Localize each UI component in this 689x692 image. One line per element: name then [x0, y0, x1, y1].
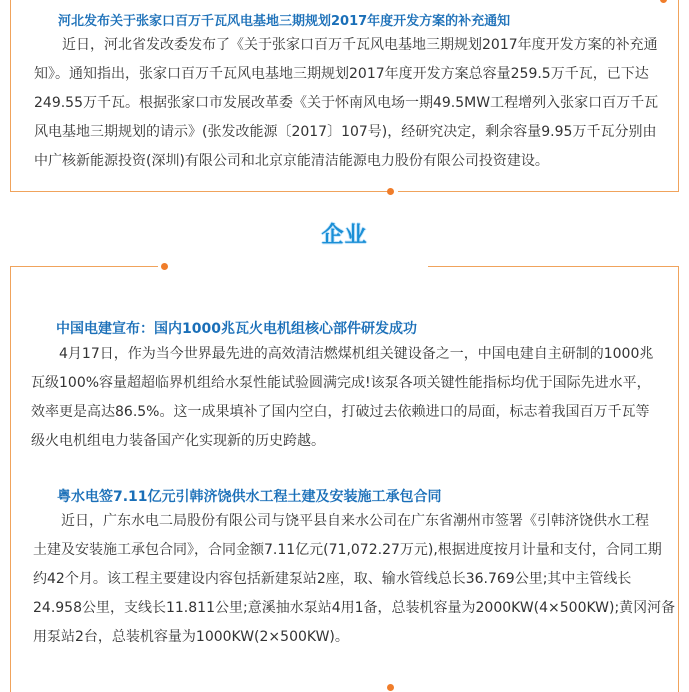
card-border-right: [678, 0, 679, 192]
card-bottom-dot: [387, 188, 394, 195]
article-3-line: 约42个月。该工程主要建设内容包括新建泵站2座，取、输水管线总长36.769公里;其中主管线长: [33, 571, 632, 587]
article-3-title[interactable]: 粤水电签7.11亿元引韩济饶供水工程土建及安装施工承包合同: [57, 489, 442, 505]
card-border-left: [10, 0, 11, 192]
article-2-body: [31, 340, 676, 456]
article-1-line: 风电基地三期规划的请示》(张发改能源〔2017〕107号)，经研究决定，剩余容量9.95万千瓦分别由: [34, 124, 657, 140]
card-top-dot: [660, 0, 667, 3]
article-1-line: 近日，河北省发改委发布了《关于张家口百万千瓦风电基地三期规划2017年度开发方案的补充通: [62, 37, 658, 53]
card-border-right: [678, 266, 679, 692]
article-1-body: [34, 31, 674, 176]
article-2-line: 效率更是高达86.5%。这一成果填补了国内空白，打破过去依赖进口的局面，标志着我国百万千瓦等: [31, 404, 650, 420]
card-bottom-line-right: [398, 191, 679, 192]
article-1-line: 中广核新能源投资(深圳)有限公司和北京京能清洁能源电力股份有限公司投资建设。: [34, 153, 549, 169]
article-3-line: 土建及安装施工承包合同》，合同金额7.11亿元(71,072.27万元),根据进度按月计量和支付，合同工期: [33, 542, 662, 558]
article-2-line: 级火电机组电力装备国产化实现新的历史跨越。: [31, 433, 325, 449]
article-1-line: 知》。通知指出，张家口百万千瓦风电基地三期规划2017年度开发方案总容量259.5万千瓦，已下达: [34, 66, 649, 82]
article-2-line: 瓦级100%容量超超临界机组给水泵性能试验圆满完成!该泵各项关键性能指标均优于国际先进水平，: [31, 375, 651, 391]
article-3-line: 近日，广东水电二局股份有限公司与饶平县自来水公司在广东省潮州市签署《引韩济饶供水工程: [61, 513, 649, 529]
article-1-line: 249.55万千瓦。根据张家口市发展改革委《关于怀南风电场一期49.5MW工程增列入张家口百万千瓦: [34, 95, 659, 111]
article-3-line: 24.958公里，支线长11.811公里;意溪抽水泵站4用1备，总装机容量为2000KW(4×500KW);黄冈河备: [33, 600, 676, 616]
article-1-title[interactable]: 河北发布关于张家口百万千瓦风电基地三期规划2017年度开发方案的补充通知: [58, 14, 511, 29]
card-top-line-right: [428, 266, 679, 267]
article-2-line: 4月17日，作为当今世界最先进的高效清洁燃煤机组关键设备之一，中国电建自主研制的1000兆: [59, 346, 654, 362]
article-2-title[interactable]: 中国电建宣布：国内1000兆瓦火电机组核心部件研发成功: [56, 321, 417, 337]
card-border-left: [10, 266, 11, 692]
card-bottom-line-left: [10, 191, 389, 192]
card-top-dot: [161, 263, 168, 270]
article-3-body: [33, 507, 678, 652]
card-bottom-dot: [387, 684, 394, 691]
section-title: 企业: [321, 223, 368, 248]
article-3-line: 用泵站2台，总装机容量为1000KW(2×500KW)。: [33, 629, 349, 645]
card-top-line-left: [10, 266, 158, 267]
